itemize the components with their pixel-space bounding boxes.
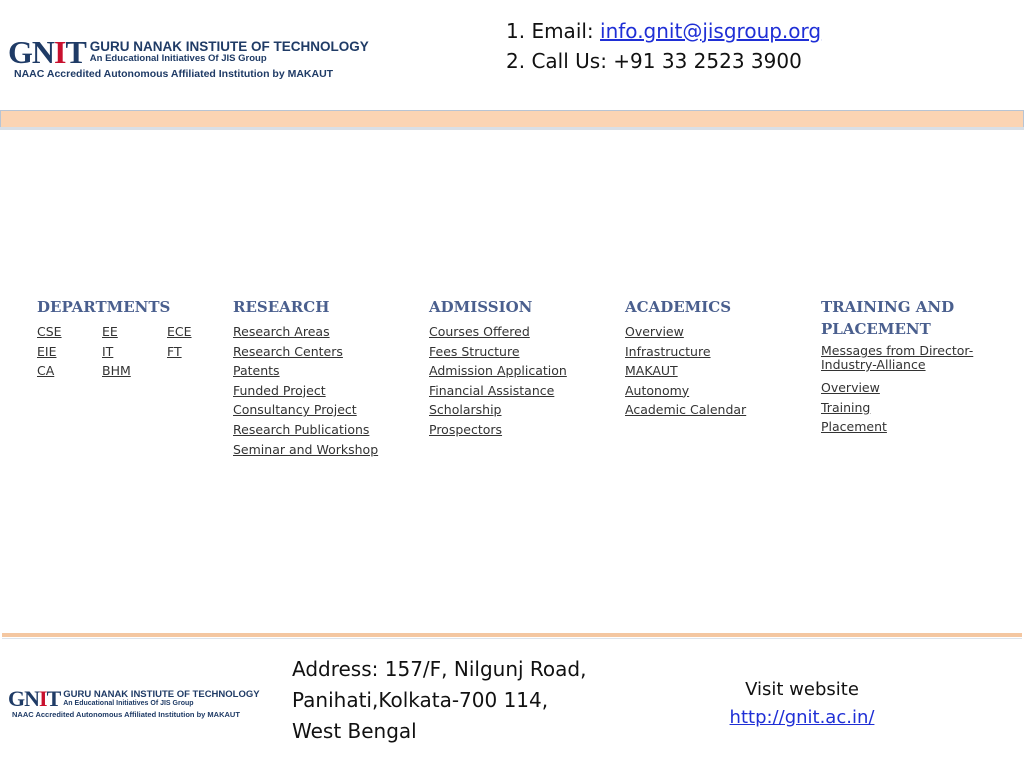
dept-link[interactable]: IT — [102, 343, 114, 359]
dept-link[interactable]: EE — [102, 324, 118, 339]
research-link[interactable]: Research Publications — [233, 421, 370, 437]
dept-link[interactable]: BHM — [102, 363, 131, 379]
admission-column — [429, 296, 567, 440]
visit-label: Visit website — [745, 679, 859, 700]
research-link[interactable]: Patents — [233, 363, 280, 379]
logo-mark: GNIT — [8, 686, 61, 711]
logo-institute-name: GURU NANAK INSTIUTE OF TECHNOLOGY — [63, 689, 260, 700]
admission-link[interactable]: Courses Offered — [429, 324, 530, 339]
footer-band — [2, 633, 1022, 637]
admission-link[interactable]: Fees Structure — [429, 343, 520, 359]
address-line: Panihati,Kolkata-700 114, — [292, 688, 549, 712]
academics-link[interactable]: Overview — [625, 324, 684, 339]
dept-link[interactable]: EIE — [37, 343, 57, 359]
admission-link[interactable]: Financial Assistance — [429, 382, 555, 398]
address-line: West Bengal — [292, 719, 417, 743]
logo-institute-name: GURU NANAK INSTIUTE OF TECHNOLOGY — [89, 39, 369, 54]
research-list — [233, 322, 378, 459]
academics-list — [625, 322, 746, 420]
admission-link[interactable]: Scholarship — [429, 402, 502, 418]
contact-info — [506, 16, 821, 76]
departments-list — [37, 322, 207, 381]
contact-phone: 2. Call Us: +91 33 2523 3900 — [506, 49, 802, 73]
research-link[interactable]: Consultancy Project — [233, 402, 357, 418]
academics-link[interactable]: MAKAUT — [625, 363, 678, 379]
training-column — [821, 296, 1011, 437]
dept-link[interactable]: CSE — [37, 324, 62, 339]
logo-mark-accent: I — [54, 34, 66, 70]
logo-tagline: An Educational Initiatives Of JIS Group — [63, 699, 194, 707]
dept-link[interactable]: FT — [167, 343, 182, 359]
research-link[interactable]: Seminar and Workshop — [233, 441, 379, 457]
footer-nav — [0, 296, 1024, 476]
academics-link[interactable]: Autonomy — [625, 382, 690, 398]
address-block — [292, 654, 586, 747]
academics-link[interactable]: Academic Calendar — [625, 402, 747, 418]
admission-link[interactable]: Admission Application — [429, 363, 567, 379]
dept-link[interactable]: ECE — [167, 324, 192, 339]
footer-logo — [8, 688, 268, 722]
website-link[interactable]: http://gnit.ac.in/ — [729, 707, 875, 728]
academics-link[interactable]: Infrastructure — [625, 343, 711, 359]
research-heading: RESEARCH — [233, 298, 330, 316]
logo-naac-text: NAAC Accredited Autonomous Affiliated Institution by MAKAUT — [14, 68, 334, 80]
training-link[interactable]: Training — [821, 399, 871, 415]
departments-column — [37, 296, 207, 381]
footer-band-line — [2, 638, 1022, 639]
contact-email-line — [506, 16, 821, 46]
logo-naac-text: NAAC Accredited Autonomous Affiliated Institution by MAKAUT — [12, 710, 240, 719]
admission-link[interactable]: Prospectors — [429, 421, 503, 437]
logo-mark-accent: I — [39, 686, 47, 711]
academics-heading: ACADEMICS — [625, 298, 732, 316]
academics-column — [625, 296, 746, 420]
header-band — [0, 110, 1024, 128]
admission-list — [429, 322, 567, 440]
research-link[interactable]: Research Centers — [233, 343, 343, 359]
logo-mark: GNIT — [8, 34, 86, 70]
research-link[interactable]: Funded Project — [233, 382, 326, 398]
training-list — [821, 344, 1011, 437]
training-link[interactable]: Overview — [821, 380, 880, 395]
departments-heading: DEPARTMENTS — [37, 298, 171, 316]
training-link[interactable]: Messages from Director-Industry-Alliance — [821, 343, 974, 372]
email-link[interactable]: info.gnit@jisgroup.org — [600, 19, 822, 43]
research-link[interactable]: Research Areas — [233, 324, 330, 339]
logo-tagline: An Educational Initiatives Of JIS Group — [89, 53, 267, 65]
training-heading: TRAINING AND PLACEMENT — [821, 298, 955, 338]
address-line: Address: 157/F, Nilgunj Road, — [292, 657, 587, 681]
dept-link[interactable]: CA — [37, 363, 55, 379]
visit-website — [722, 676, 882, 732]
training-link[interactable]: Placement — [821, 419, 887, 435]
header-band-shadow — [0, 127, 1024, 130]
research-column — [233, 296, 378, 459]
logo — [8, 36, 378, 82]
email-label: 1. Email: — [506, 19, 601, 43]
admission-heading: ADMISSION — [429, 298, 533, 316]
